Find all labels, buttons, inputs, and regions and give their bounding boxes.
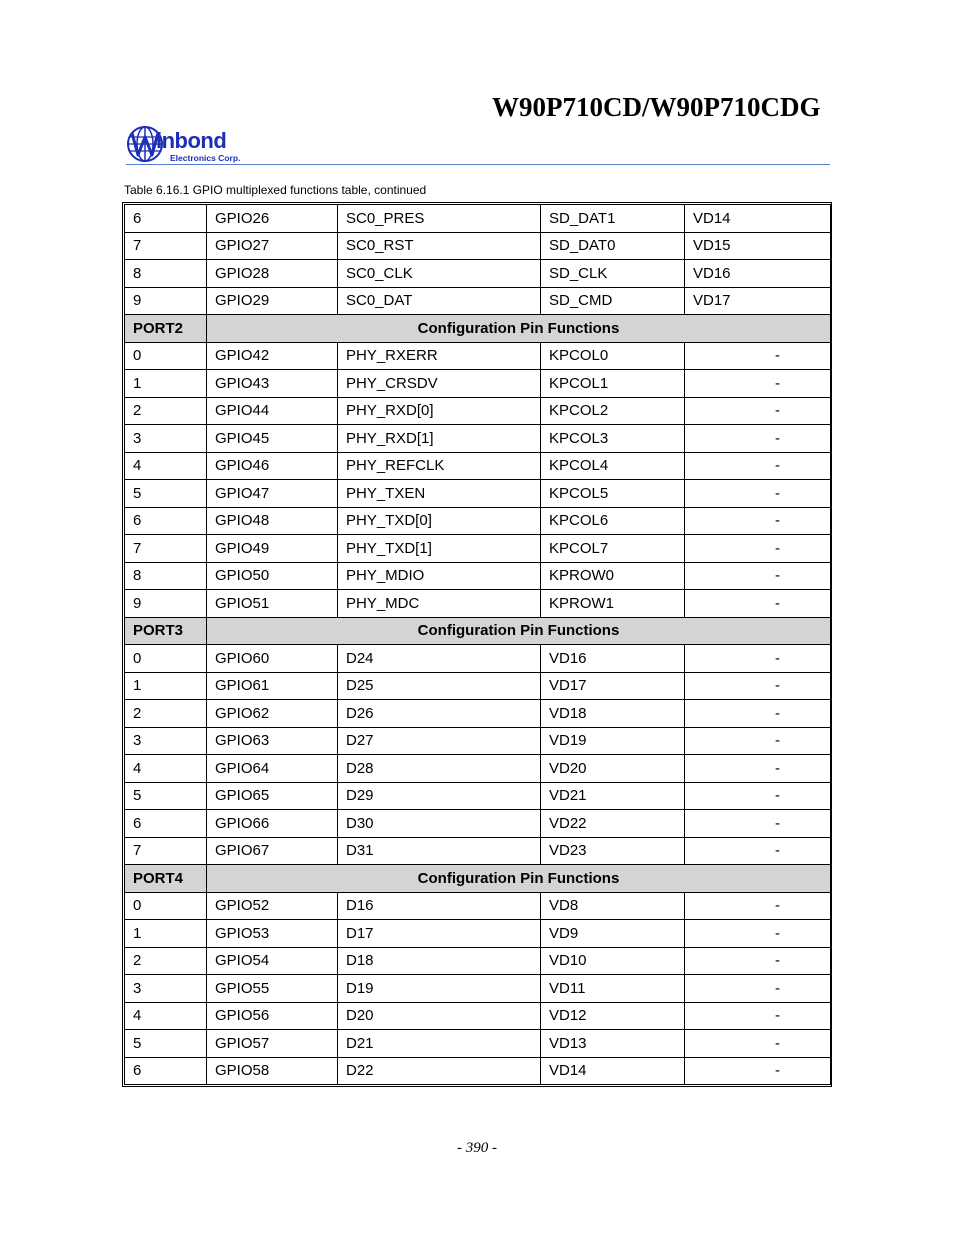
table-row (125, 1057, 831, 1085)
function-1-cell: D29 (338, 782, 541, 810)
gpio-cell: GPIO46 (207, 452, 338, 480)
function-3-cell: - (685, 1030, 831, 1058)
function-3-cell: VD17 (685, 287, 831, 315)
table-row (125, 782, 831, 810)
table-row (125, 370, 831, 398)
function-3-cell: - (685, 425, 831, 453)
table-body (125, 205, 831, 1085)
gpio-cell: GPIO58 (207, 1057, 338, 1085)
gpio-cell: GPIO43 (207, 370, 338, 398)
pin-index-cell: 1 (125, 672, 207, 700)
pin-index-cell: 7 (125, 837, 207, 865)
function-2-cell: VD18 (541, 700, 685, 728)
function-1-cell: SC0_RST (338, 232, 541, 260)
function-3-cell: - (685, 755, 831, 783)
gpio-cell: GPIO63 (207, 727, 338, 755)
function-2-cell: SD_DAT1 (541, 205, 685, 233)
function-1-cell: D17 (338, 920, 541, 948)
function-1-cell: D21 (338, 1030, 541, 1058)
function-1-cell: PHY_MDIO (338, 562, 541, 590)
function-3-cell: - (685, 892, 831, 920)
logo-subtitle: Electronics Corp. (170, 153, 241, 163)
function-1-cell: PHY_MDC (338, 590, 541, 618)
function-2-cell: KPCOL0 (541, 342, 685, 370)
gpio-cell: GPIO57 (207, 1030, 338, 1058)
gpio-cell: GPIO53 (207, 920, 338, 948)
function-3-cell: VD16 (685, 260, 831, 288)
function-2-cell: KPCOL7 (541, 535, 685, 563)
pin-index-cell: 6 (125, 810, 207, 838)
header-divider (126, 164, 830, 165)
function-1-cell: PHY_TXEN (338, 480, 541, 508)
gpio-cell: GPIO44 (207, 397, 338, 425)
table-row (125, 810, 831, 838)
pin-index-cell: 8 (125, 562, 207, 590)
gpio-cell: GPIO66 (207, 810, 338, 838)
pin-index-cell: 1 (125, 920, 207, 948)
table-row (125, 562, 831, 590)
function-2-cell: VD17 (541, 672, 685, 700)
pin-index-cell: 7 (125, 535, 207, 563)
function-3-cell: - (685, 562, 831, 590)
gpio-cell: GPIO49 (207, 535, 338, 563)
pin-index-cell: 3 (125, 975, 207, 1003)
gpio-cell: GPIO27 (207, 232, 338, 260)
function-1-cell: D31 (338, 837, 541, 865)
pin-index-cell: 6 (125, 1057, 207, 1085)
gpio-multiplexed-functions-table (124, 204, 831, 1085)
function-3-cell: - (685, 452, 831, 480)
table-row (125, 755, 831, 783)
function-3-cell: - (685, 700, 831, 728)
function-2-cell: KPCOL5 (541, 480, 685, 508)
table-row (125, 590, 831, 618)
table-row (125, 1002, 831, 1030)
function-1-cell: SC0_CLK (338, 260, 541, 288)
page-number: - 390 - (457, 1140, 497, 1156)
function-3-cell: - (685, 480, 831, 508)
function-2-cell: VD11 (541, 975, 685, 1003)
table-row (125, 645, 831, 673)
gpio-cell: GPIO54 (207, 947, 338, 975)
table-row (125, 425, 831, 453)
pin-index-cell: 5 (125, 480, 207, 508)
config-pin-functions-header: Configuration Pin Functions (207, 865, 831, 893)
function-3-cell: - (685, 397, 831, 425)
function-2-cell: SD_CMD (541, 287, 685, 315)
function-3-cell: - (685, 590, 831, 618)
table-row (125, 920, 831, 948)
table-row (125, 672, 831, 700)
gpio-cell: GPIO60 (207, 645, 338, 673)
function-1-cell: PHY_RXERR (338, 342, 541, 370)
function-1-cell: SC0_PRES (338, 205, 541, 233)
function-1-cell: PHY_RXD[0] (338, 397, 541, 425)
table-row (125, 947, 831, 975)
gpio-cell: GPIO29 (207, 287, 338, 315)
function-3-cell: - (685, 975, 831, 1003)
function-1-cell: D22 (338, 1057, 541, 1085)
function-2-cell: VD14 (541, 1057, 685, 1085)
function-2-cell: VD9 (541, 920, 685, 948)
table-row (125, 342, 831, 370)
pin-index-cell: 1 (125, 370, 207, 398)
winbond-logo (126, 124, 256, 166)
table-row (125, 397, 831, 425)
pin-index-cell: 8 (125, 260, 207, 288)
table-row (125, 260, 831, 288)
function-2-cell: KPCOL2 (541, 397, 685, 425)
port-header-row (125, 617, 831, 645)
function-1-cell: PHY_REFCLK (338, 452, 541, 480)
function-1-cell: D16 (338, 892, 541, 920)
function-1-cell: D19 (338, 975, 541, 1003)
pin-index-cell: 9 (125, 287, 207, 315)
table-row (125, 1030, 831, 1058)
function-2-cell: VD22 (541, 810, 685, 838)
gpio-cell: GPIO45 (207, 425, 338, 453)
config-pin-functions-header: Configuration Pin Functions (207, 617, 831, 645)
function-2-cell: VD16 (541, 645, 685, 673)
pin-index-cell: 5 (125, 1030, 207, 1058)
gpio-cell: GPIO61 (207, 672, 338, 700)
port-label: PORT3 (125, 617, 207, 645)
function-3-cell: - (685, 837, 831, 865)
function-3-cell: - (685, 535, 831, 563)
port-label: PORT2 (125, 315, 207, 343)
table-row (125, 535, 831, 563)
function-3-cell: - (685, 342, 831, 370)
function-3-cell: - (685, 947, 831, 975)
gpio-cell: GPIO67 (207, 837, 338, 865)
function-3-cell: - (685, 507, 831, 535)
table-row (125, 232, 831, 260)
function-3-cell: - (685, 1002, 831, 1030)
function-3-cell: - (685, 370, 831, 398)
pin-index-cell: 0 (125, 892, 207, 920)
pin-index-cell: 5 (125, 782, 207, 810)
pin-index-cell: 6 (125, 205, 207, 233)
pin-index-cell: 3 (125, 425, 207, 453)
function-1-cell: SC0_DAT (338, 287, 541, 315)
function-2-cell: VD19 (541, 727, 685, 755)
gpio-cell: GPIO47 (207, 480, 338, 508)
gpio-cell: GPIO42 (207, 342, 338, 370)
table-row (125, 452, 831, 480)
function-2-cell: KPCOL3 (541, 425, 685, 453)
pin-index-cell: 3 (125, 727, 207, 755)
function-2-cell: VD20 (541, 755, 685, 783)
function-3-cell: VD15 (685, 232, 831, 260)
gpio-cell: GPIO51 (207, 590, 338, 618)
config-pin-functions-header: Configuration Pin Functions (207, 315, 831, 343)
table-row (125, 287, 831, 315)
function-2-cell: KPCOL4 (541, 452, 685, 480)
function-3-cell: - (685, 727, 831, 755)
pin-index-cell: 0 (125, 342, 207, 370)
function-1-cell: D30 (338, 810, 541, 838)
function-1-cell: D27 (338, 727, 541, 755)
gpio-cell: GPIO52 (207, 892, 338, 920)
function-2-cell: VD8 (541, 892, 685, 920)
pin-index-cell: 4 (125, 1002, 207, 1030)
pin-index-cell: 2 (125, 700, 207, 728)
function-1-cell: D24 (338, 645, 541, 673)
function-1-cell: D26 (338, 700, 541, 728)
function-1-cell: PHY_TXD[1] (338, 535, 541, 563)
gpio-cell: GPIO64 (207, 755, 338, 783)
table-caption: Table 6.16.1 GPIO multiplexed functions table, continued (124, 183, 427, 197)
pin-index-cell: 0 (125, 645, 207, 673)
function-2-cell: KPCOL1 (541, 370, 685, 398)
function-1-cell: D18 (338, 947, 541, 975)
gpio-cell: GPIO65 (207, 782, 338, 810)
table-row (125, 892, 831, 920)
pin-index-cell: 4 (125, 452, 207, 480)
logo-wordmark: inbond (156, 128, 227, 153)
table-row (125, 700, 831, 728)
pin-index-cell: 2 (125, 397, 207, 425)
gpio-cell: GPIO48 (207, 507, 338, 535)
pin-index-cell: 9 (125, 590, 207, 618)
gpio-cell: GPIO62 (207, 700, 338, 728)
function-2-cell: VD12 (541, 1002, 685, 1030)
port-header-row (125, 315, 831, 343)
function-1-cell: D25 (338, 672, 541, 700)
function-1-cell: PHY_TXD[0] (338, 507, 541, 535)
function-2-cell: VD13 (541, 1030, 685, 1058)
function-2-cell: SD_CLK (541, 260, 685, 288)
function-3-cell: - (685, 645, 831, 673)
table-row (125, 837, 831, 865)
function-3-cell: - (685, 810, 831, 838)
function-2-cell: SD_DAT0 (541, 232, 685, 260)
function-3-cell: - (685, 782, 831, 810)
pin-index-cell: 2 (125, 947, 207, 975)
gpio-cell: GPIO26 (207, 205, 338, 233)
function-2-cell: KPCOL6 (541, 507, 685, 535)
table-row (125, 975, 831, 1003)
gpio-cell: GPIO28 (207, 260, 338, 288)
port-label: PORT4 (125, 865, 207, 893)
function-2-cell: VD23 (541, 837, 685, 865)
pin-index-cell: 7 (125, 232, 207, 260)
port-header-row (125, 865, 831, 893)
gpio-cell: GPIO55 (207, 975, 338, 1003)
function-1-cell: D28 (338, 755, 541, 783)
table-row (125, 480, 831, 508)
function-2-cell: KPROW1 (541, 590, 685, 618)
function-1-cell: PHY_CRSDV (338, 370, 541, 398)
table-row (125, 507, 831, 535)
pin-index-cell: 6 (125, 507, 207, 535)
function-2-cell: KPROW0 (541, 562, 685, 590)
gpio-cell: GPIO56 (207, 1002, 338, 1030)
pin-index-cell: 4 (125, 755, 207, 783)
function-2-cell: VD10 (541, 947, 685, 975)
gpio-cell: GPIO50 (207, 562, 338, 590)
function-3-cell: - (685, 1057, 831, 1085)
function-3-cell: VD14 (685, 205, 831, 233)
table-row (125, 205, 831, 233)
gpio-table-frame (122, 202, 832, 1087)
function-3-cell: - (685, 672, 831, 700)
table-row (125, 727, 831, 755)
function-2-cell: VD21 (541, 782, 685, 810)
document-title: W90P710CD/W90P710CDG (492, 92, 821, 122)
function-3-cell: - (685, 920, 831, 948)
function-1-cell: PHY_RXD[1] (338, 425, 541, 453)
function-1-cell: D20 (338, 1002, 541, 1030)
